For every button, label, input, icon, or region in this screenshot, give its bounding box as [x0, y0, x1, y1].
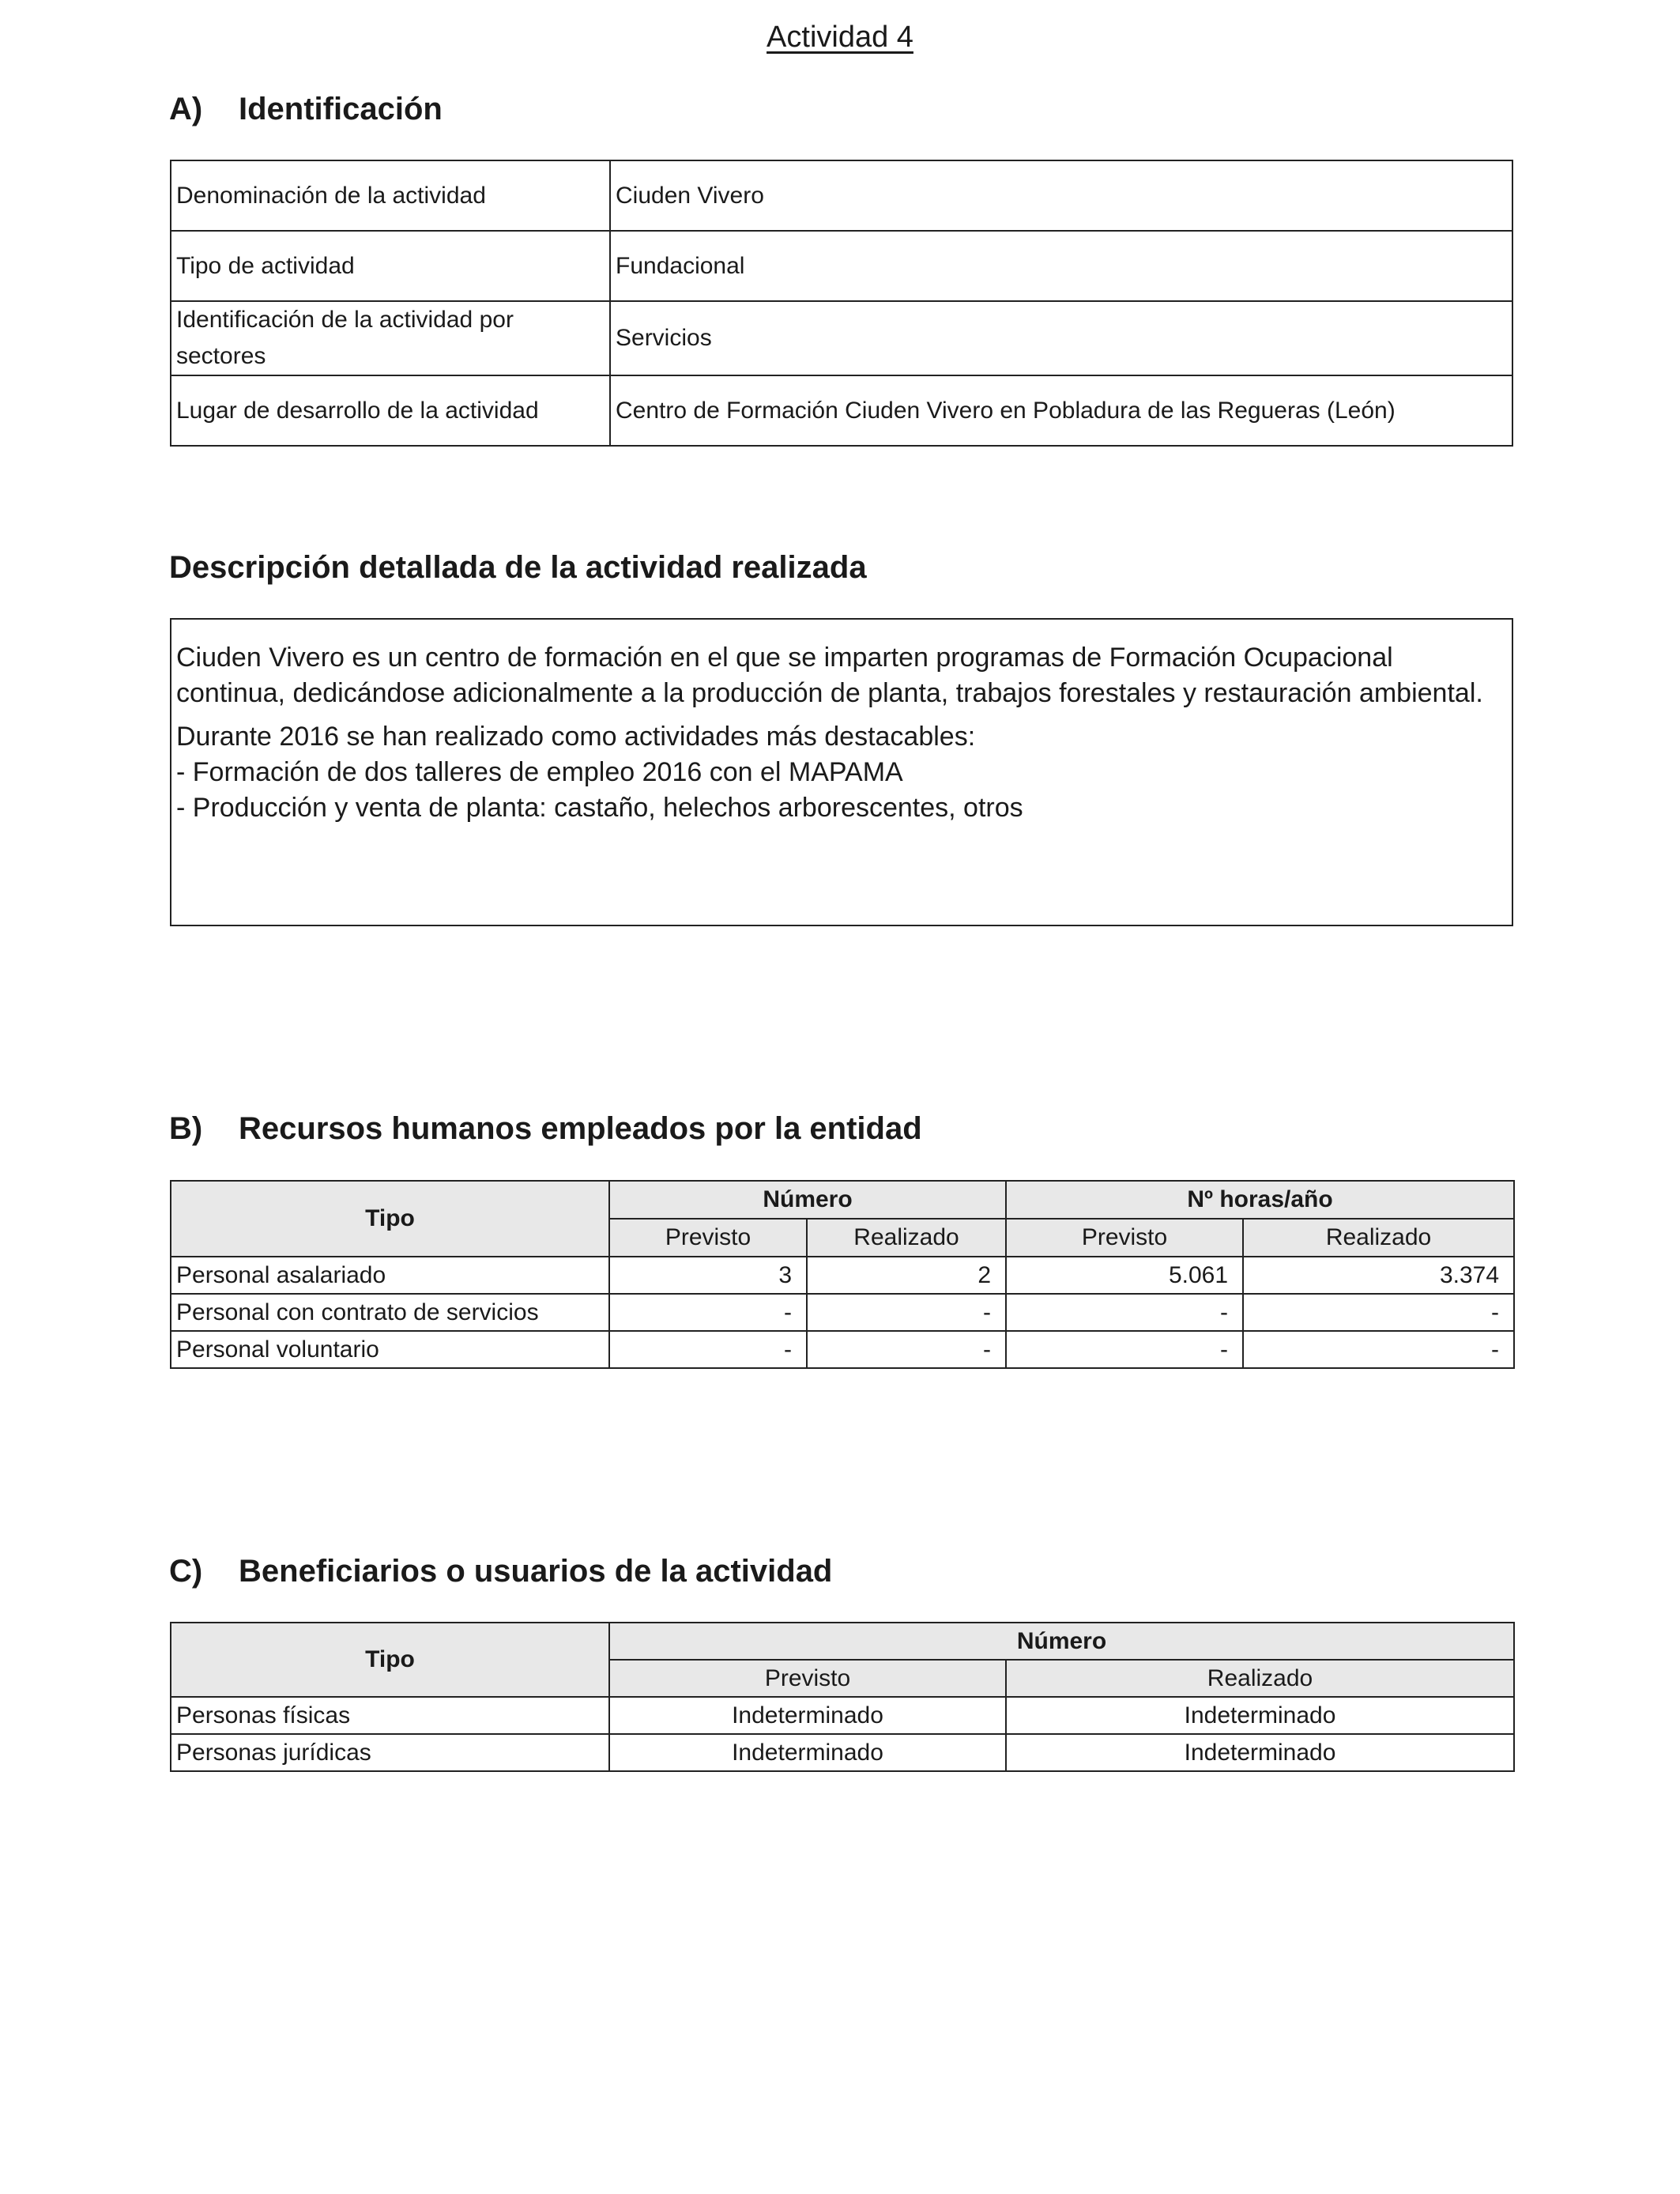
table-row: [171, 1257, 1514, 1294]
table-header-row: [171, 1623, 1514, 1660]
ben-previsto: Indeterminado: [609, 1697, 1006, 1734]
ident-label-denominacion: Denominación de la actividad: [171, 160, 610, 231]
rh-sub-num-realizado: Realizado: [807, 1219, 1006, 1257]
rh-horas-previsto: -: [1006, 1331, 1243, 1368]
ben-sub-previsto: Previsto: [609, 1660, 1006, 1697]
rh-horas-realizado: -: [1243, 1294, 1514, 1331]
rh-num-previsto: -: [609, 1331, 807, 1368]
ben-sub-realizado: Realizado: [1006, 1660, 1514, 1697]
table-header-row: [171, 1181, 1514, 1219]
ben-realizado: Indeterminado: [1006, 1734, 1514, 1771]
section-c-title: Beneficiarios o usuarios de la actividad: [239, 1554, 833, 1589]
identification-table: [170, 160, 1513, 447]
rh-horas-previsto: -: [1006, 1294, 1243, 1331]
rh-sub-num-previsto: Previsto: [609, 1219, 807, 1257]
rh-num-realizado: -: [807, 1331, 1006, 1368]
rh-header-numero: Número: [609, 1181, 1006, 1219]
section-c-heading: [169, 1554, 832, 1589]
beneficiaries-table: [170, 1622, 1515, 1772]
description-heading: Descripción detallada de la actividad realizada: [169, 550, 867, 585]
description-line: - Formación de dos talleres de empleo 2016 con el MAPAMA: [176, 757, 903, 787]
rh-num-previsto: 3: [609, 1257, 807, 1294]
ident-value-lugar: Centro de Formación Ciuden Vivero en Pobladura de las Regueras (León): [610, 375, 1512, 446]
section-b-heading: [169, 1111, 922, 1147]
description-paragraph-2: [176, 719, 1507, 826]
section-b-letter: B): [169, 1111, 203, 1146]
rh-sub-horas-previsto: Previsto: [1006, 1219, 1243, 1257]
rh-tipo: Personal asalariado: [171, 1257, 609, 1294]
ident-label-lugar: Lugar de desarrollo de la actividad: [171, 375, 610, 446]
ident-value-denominacion: Ciuden Vivero: [610, 160, 1512, 231]
description-paragraph-1: Ciuden Vivero es un centro de formación en el que se imparten programas de Formación Ocupacional continua, dedicándose adicionalmente a la producción de planta, trabajos forestales y restauración ambiental.: [176, 643, 1483, 708]
page-title: Actividad 4: [767, 21, 913, 54]
table-row: [171, 1294, 1514, 1331]
section-a-letter: A): [169, 92, 203, 126]
rh-sub-horas-realizado: Realizado: [1243, 1219, 1514, 1257]
rh-horas-realizado: -: [1243, 1331, 1514, 1368]
rh-num-realizado: 2: [807, 1257, 1006, 1294]
rh-num-realizado: -: [807, 1294, 1006, 1331]
ben-realizado: Indeterminado: [1006, 1697, 1514, 1734]
rh-horas-previsto: 5.061: [1006, 1257, 1243, 1294]
rh-num-previsto: -: [609, 1294, 807, 1331]
human-resources-table: [170, 1180, 1515, 1369]
ben-tipo: Personas jurídicas: [171, 1734, 609, 1771]
ben-previsto: Indeterminado: [609, 1734, 1006, 1771]
table-row: [171, 375, 1512, 446]
table-row: [171, 231, 1512, 301]
rh-tipo: Personal con contrato de servicios: [171, 1294, 609, 1331]
ident-label-tipo: Tipo de actividad: [171, 231, 610, 301]
section-a-title: Identificación: [239, 92, 443, 126]
rh-tipo: Personal voluntario: [171, 1331, 609, 1368]
ident-value-sectores: Servicios: [610, 301, 1512, 375]
section-b-title: Recursos humanos empleados por la entidad: [239, 1111, 922, 1146]
rh-header-horas: Nº horas/año: [1006, 1181, 1514, 1219]
description-line: - Producción y venta de planta: castaño, helechos arborescentes, otros: [176, 793, 1023, 823]
ben-header-numero: Número: [609, 1623, 1514, 1660]
description-line: Durante 2016 se han realizado como actividades más destacables:: [176, 722, 976, 752]
ben-header-tipo: Tipo: [171, 1623, 609, 1697]
description-box: [170, 618, 1513, 926]
section-a-heading: [169, 92, 443, 127]
table-row: [171, 1697, 1514, 1734]
rh-horas-realizado: 3.374: [1243, 1257, 1514, 1294]
rh-header-tipo: Tipo: [171, 1181, 609, 1257]
ben-tipo: Personas físicas: [171, 1697, 609, 1734]
ident-label-sectores: Identificación de la actividad por sectores: [171, 301, 610, 375]
table-row: [171, 1331, 1514, 1368]
table-row: [171, 301, 1512, 375]
table-row: [171, 160, 1512, 231]
table-row: [171, 1734, 1514, 1771]
section-c-letter: C): [169, 1554, 203, 1589]
ident-value-tipo: Fundacional: [610, 231, 1512, 301]
